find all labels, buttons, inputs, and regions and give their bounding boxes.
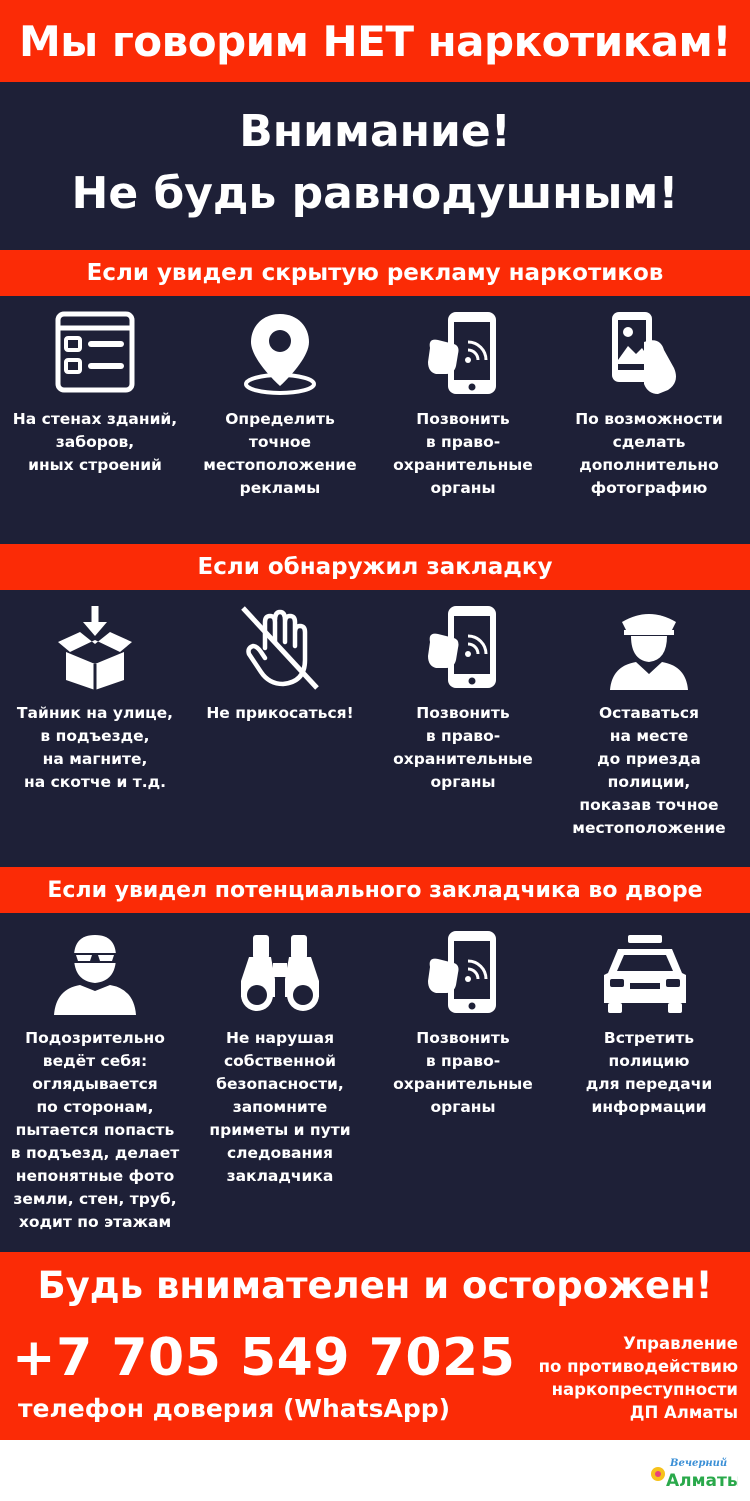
page-title: Мы говорим НЕТ наркотикам! [0,0,750,82]
caption-call-police: Позвонить в право- охранительные органы [393,704,533,791]
section-2-title: Если обнаружил закладку [0,544,750,590]
footer-title: Будь внимателен и осторожен! [37,1264,713,1307]
attention-heading: Внимание! [239,106,511,157]
caption-building-walls: На стенах зданий, заборов, иных строений [12,410,178,474]
binoculars-icon [235,927,325,1017]
caption-remember-signs: Не нарушая собственной безопасности, запомните приметы и пути следования закладчика [209,1029,351,1185]
helpline-phone[interactable]: +7 705 549 7025 [12,1328,516,1388]
caption-meet-police: Встретить полицию для передачи информации [585,1029,713,1116]
organization-name: Управление по противодействию наркопреступности ДП Алматы [538,1334,738,1422]
svg-text:Вечерний: Вечерний [670,1458,728,1469]
caption-take-photo: По возможности сделать дополнительно фотографию [575,410,723,497]
section-1-panel [0,296,750,544]
vecherniy-almaty-logo [648,1452,738,1492]
caption-call-police: Позвонить в право- охранительные органы [393,1029,533,1116]
dont-be-indifferent-heading: Не будь равнодушным! [71,168,679,219]
caption-stay-in-place: Оставаться на месте до приезда полиции, показав точное местоположение [572,704,726,837]
caption-locate-ad: Определить точное местоположение рекламы [203,410,357,497]
location-pin-icon [235,308,325,398]
section-3-title: Если увидел потенциального закладчика во дворе [0,867,750,913]
section-2-panel [0,590,750,867]
intro-panel [0,82,750,250]
no-touch-hand-icon [235,602,325,692]
svg-text:Алматы: Алматы [666,1471,738,1491]
footer-panel [0,1252,750,1440]
phone-photo-icon [604,308,694,398]
police-car-icon [600,927,690,1017]
caption-do-not-touch: Не прикосаться! [206,704,354,722]
phone-call-icon [418,602,508,692]
masked-person-icon [50,927,140,1017]
phone-call-icon [418,927,508,1017]
caption-suspicious-behavior: Подозрительно ведёт себя: оглядывается по сторонам, пытается попасть в подъезд, делает непонятные фото земли, стен, труб, ходит по этажам [10,1029,180,1231]
helpline-note: телефон доверия (WhatsApp) [18,1394,451,1423]
phone-call-icon [418,308,508,398]
webpage-list-icon [50,308,140,398]
section-1-title: Если увидел скрытую рекламу наркотиков [0,250,750,296]
open-box-icon [50,602,140,692]
caption-hiding-place: Тайник на улице, в подъезде, на магните, на скотче и т.д. [16,704,174,791]
police-officer-icon [604,602,694,692]
section-3-panel [0,913,750,1252]
caption-call-police: Позвонить в право- охранительные органы [393,410,533,497]
